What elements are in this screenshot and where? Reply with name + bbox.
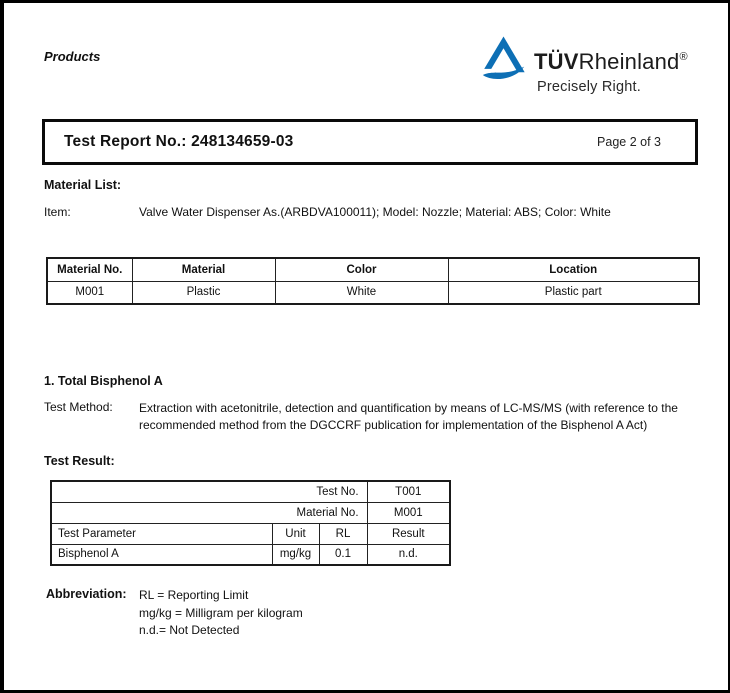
section-heading-total-bisphenol-a: 1. Total Bisphenol A xyxy=(44,374,163,388)
test-result-heading: Test Result: xyxy=(44,454,115,468)
item-label: Item: xyxy=(44,205,71,219)
result-table-data-row xyxy=(51,544,450,565)
tuv-triangle-logo-icon xyxy=(480,35,527,85)
brand-bold-text: TÜV xyxy=(534,49,579,74)
material-no-label: Material No. xyxy=(51,502,367,523)
cell-color: White xyxy=(275,281,448,304)
abbreviation-line-rl: RL = Reporting Limit xyxy=(139,588,249,602)
abbreviation-definitions xyxy=(139,587,303,640)
header-material-no: Material No. xyxy=(47,258,132,281)
page-indicator: Page 2 of 3 xyxy=(597,135,661,149)
material-table-header-row xyxy=(47,258,699,281)
cell-material: Plastic xyxy=(132,281,275,304)
header-rl: RL xyxy=(319,523,367,544)
report-title: Test Report No.: 248134659-03 xyxy=(64,133,294,150)
triangle-outline xyxy=(484,37,524,73)
item-value: Valve Water Dispenser As.(ARBDVA100011); Model: Nozzle; Material: ABS; Color: White xyxy=(139,205,611,219)
test-method-description: Extraction with acetonitrile, detection and quantification by means of LC-MS/MS (with reference to the recommended method from the DGCCRF publication for implementation of the Bisphenol A Act) xyxy=(139,401,678,432)
brand-regular-text: Rheinland xyxy=(578,49,680,74)
registered-trademark-symbol: ® xyxy=(679,51,688,63)
test-result-table xyxy=(50,480,451,566)
header-test-parameter: Test Parameter xyxy=(51,523,272,544)
report-number-box xyxy=(42,119,698,165)
material-no-value: M001 xyxy=(367,502,450,523)
header-result: Result xyxy=(367,523,450,544)
cell-material-no: M001 xyxy=(47,281,132,304)
cell-location: Plastic part xyxy=(448,281,699,304)
abbreviation-line-nd: n.d.= Not Detected xyxy=(139,623,240,637)
test-method-label: Test Method: xyxy=(44,400,113,414)
result-table-header-row xyxy=(51,523,450,544)
logo-tagline: Precisely Right. xyxy=(537,79,641,95)
header-location: Location xyxy=(448,258,699,281)
cell-test-parameter: Bisphenol A xyxy=(51,544,272,565)
tuv-rheinland-wordmark xyxy=(534,51,688,73)
result-table-test-no-row xyxy=(51,481,450,502)
cell-rl: 0.1 xyxy=(319,544,367,565)
cell-result: n.d. xyxy=(367,544,450,565)
header-unit: Unit xyxy=(272,523,319,544)
result-table-material-no-row xyxy=(51,502,450,523)
cell-unit: mg/kg xyxy=(272,544,319,565)
header-color: Color xyxy=(275,258,448,281)
abbreviation-label: Abbreviation: xyxy=(46,587,127,601)
test-no-label: Test No. xyxy=(51,481,367,502)
material-table-row xyxy=(47,281,699,304)
material-list-heading: Material List: xyxy=(44,178,122,192)
test-no-value: T001 xyxy=(367,481,450,502)
abbreviation-line-mgkg: mg/kg = Milligram per kilogram xyxy=(139,605,303,620)
products-label: Products xyxy=(44,49,101,64)
header-material: Material xyxy=(132,258,275,281)
material-table xyxy=(46,257,700,305)
